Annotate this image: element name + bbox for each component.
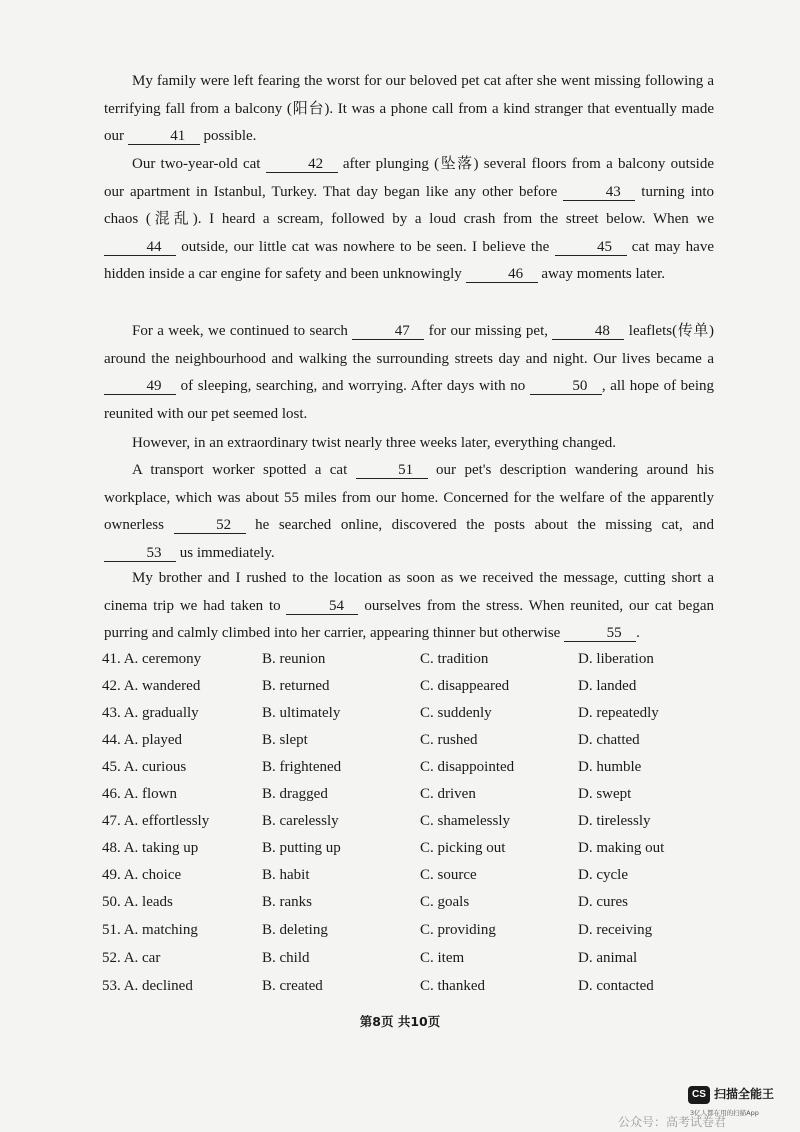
option-d: D. humble: [578, 759, 642, 775]
blank-53: 53: [104, 546, 176, 562]
blank-46: 46: [466, 267, 538, 283]
question-row-41: [102, 646, 722, 673]
question-num-option-a: 43. A. gradually: [102, 705, 199, 721]
blank-52: 52: [174, 518, 246, 534]
option-d: D. animal: [578, 950, 638, 966]
passage-text: after plunging (坠落) several floors from a balcony outside our apartment in Istanbul, Turkey. That day began like any other before: [104, 156, 714, 200]
option-d: D. cycle: [578, 867, 628, 883]
option-d: D. swept: [578, 786, 632, 802]
question-num-option-a: 48. A. taking up: [102, 840, 199, 856]
question-row-44: [102, 727, 722, 754]
question-row-46: [102, 781, 722, 808]
option-b: B. habit: [262, 867, 310, 883]
question-row-42: [102, 673, 722, 700]
page-number: 第8页 共10页: [359, 1014, 441, 1029]
passage-text: outside, our little cat was nowhere to be seen. I believe the: [176, 238, 555, 255]
passage-paragraph-3: [104, 318, 714, 428]
scanner-tagline: 3亿人都在用的扫描App: [690, 1109, 759, 1117]
passage-paragraph-6: [104, 565, 714, 648]
passage-paragraph-1: [104, 68, 714, 151]
option-c: C. item: [420, 950, 465, 966]
option-b: B. child: [262, 950, 310, 966]
option-d: D. landed: [578, 678, 637, 694]
passage-text: for our missing pet,: [424, 323, 553, 339]
option-b: B. deleting: [262, 922, 328, 938]
question-num-option-a: 51. A. matching: [102, 922, 198, 938]
passage-text: turning into chaos (混乱). I heard a scream, followed by a loud crash from the street below. When we: [104, 183, 714, 228]
option-b: B. ultimately: [262, 705, 341, 721]
passage-text: he searched online, discovered the posts about the missing cat, and: [245, 517, 714, 534]
passage-text: .: [636, 625, 640, 642]
passage-text: leaflets(传单) around the neighbourhood and walking the surrounding streets day and night. Our lives became a: [104, 323, 714, 367]
question-row-50: [102, 889, 722, 916]
question-row-48: [102, 835, 722, 862]
option-d: D. liberation: [578, 651, 654, 667]
question-row-52: [102, 945, 722, 972]
option-b: B. returned: [262, 678, 330, 694]
passage-text: us immediately.: [176, 544, 275, 561]
camscanner-logo-icon: CS: [688, 1086, 710, 1104]
question-num-option-a: 49. A. choice: [102, 867, 182, 883]
option-b: B. ranks: [262, 894, 312, 910]
question-row-43: [102, 700, 722, 727]
passage-paragraph-2: [104, 151, 714, 289]
option-c: C. suddenly: [420, 705, 492, 721]
passage-text: Our two-year-old cat: [132, 156, 266, 172]
question-num-option-a: 45. A. curious: [102, 759, 187, 775]
question-num-option-a: 52. A. car: [102, 950, 161, 966]
blank-54: 54: [286, 599, 358, 615]
question-num-option-a: 53. A. declined: [102, 978, 193, 994]
passage-text: of sleeping, searching, and worrying. After days with no: [176, 378, 530, 395]
option-b: B. dragged: [262, 786, 328, 802]
scanner-app-name: 扫描全能王: [714, 1087, 775, 1101]
option-c: C. disappeared: [420, 678, 510, 694]
blank-42: 42: [266, 157, 338, 173]
option-b: B. putting up: [262, 840, 341, 856]
option-b: B. created: [262, 978, 323, 994]
option-b: B. reunion: [262, 651, 326, 667]
option-c: C. goals: [420, 894, 470, 910]
option-b: B. frightened: [262, 759, 342, 775]
option-c: C. thanked: [420, 978, 485, 994]
option-c: C. source: [420, 867, 477, 883]
blank-49: 49: [104, 379, 176, 395]
blank-50: 50: [530, 379, 602, 395]
option-d: D. cures: [578, 894, 628, 910]
question-num-option-a: 47. A. effortlessly: [102, 813, 210, 829]
option-c: C. providing: [420, 922, 496, 938]
question-row-49: [102, 862, 722, 889]
option-d: D. contacted: [578, 978, 654, 994]
question-num-option-a: 44. A. played: [102, 732, 183, 748]
option-b: B. carelessly: [262, 813, 339, 829]
option-c: C. rushed: [420, 732, 478, 748]
passage-text: possible.: [199, 128, 257, 145]
question-num-option-a: 41. A. ceremony: [102, 651, 202, 667]
option-b: B. slept: [262, 732, 308, 748]
option-c: C. driven: [420, 786, 476, 802]
passage-text: For a week, we continued to search: [132, 323, 353, 339]
passage-paragraph-4: However, in an extraordinary twist nearly three weeks later, everything changed.: [132, 435, 617, 451]
blank-48: 48: [552, 324, 624, 340]
option-c: C. tradition: [420, 651, 489, 667]
question-num-option-a: 50. A. leads: [102, 894, 173, 910]
option-d: D. making out: [578, 840, 665, 856]
question-num-option-a: 46. A. flown: [102, 786, 178, 802]
question-row-47: [102, 808, 722, 835]
blank-43: 43: [563, 185, 635, 201]
passage-text: , all hope of being reunited with our pet seemed lost.: [104, 378, 714, 422]
passage-text: ourselves from the stress. When reunited, our cat began purring and calmly climbed into her carrier, appearing thinner but otherwise: [104, 597, 715, 642]
blank-45: 45: [555, 240, 627, 256]
passage-text: our pet's description wandering around his workplace, which was about 55 miles from our home. Concerned for the welfare of the apparently ownerless: [104, 462, 715, 534]
passage-text: A transport worker spotted a cat: [132, 462, 356, 478]
question-row-53: [102, 973, 722, 1000]
question-row-51: [102, 917, 722, 944]
option-d: D. chatted: [578, 732, 640, 748]
option-d: D. repeatedly: [578, 705, 659, 721]
passage-text: away moments later.: [537, 266, 666, 283]
passage-text: My brother and I rushed to the location as soon as we received the message, cutting short a cinema trip we had taken to: [104, 570, 714, 614]
blank-41: 41: [128, 129, 200, 145]
blank-55: 55: [564, 626, 636, 642]
passage-text: cat may have hidden inside a car engine for safety and been unknowingly: [104, 238, 714, 283]
blank-51: 51: [356, 463, 428, 479]
option-c: C. shamelessly: [420, 813, 510, 829]
watermark: 公众号：高考试卷君: [618, 1115, 727, 1129]
blank-47: 47: [352, 324, 424, 340]
option-c: C. picking out: [420, 840, 506, 856]
question-num-option-a: 42. A. wandered: [102, 678, 201, 694]
passage-text: My family were left fearing the worst for our beloved pet cat after she went missing following a terrifying fall from a balcony (阳台). It was a phone call from a kind stranger that eventually made our: [104, 73, 714, 145]
option-c: C. disappointed: [420, 759, 515, 775]
option-d: D. tirelessly: [578, 813, 651, 829]
question-row-45: [102, 754, 722, 781]
option-d: D. receiving: [578, 922, 653, 938]
blank-44: 44: [104, 240, 176, 256]
passage-paragraph-5: [104, 457, 714, 567]
